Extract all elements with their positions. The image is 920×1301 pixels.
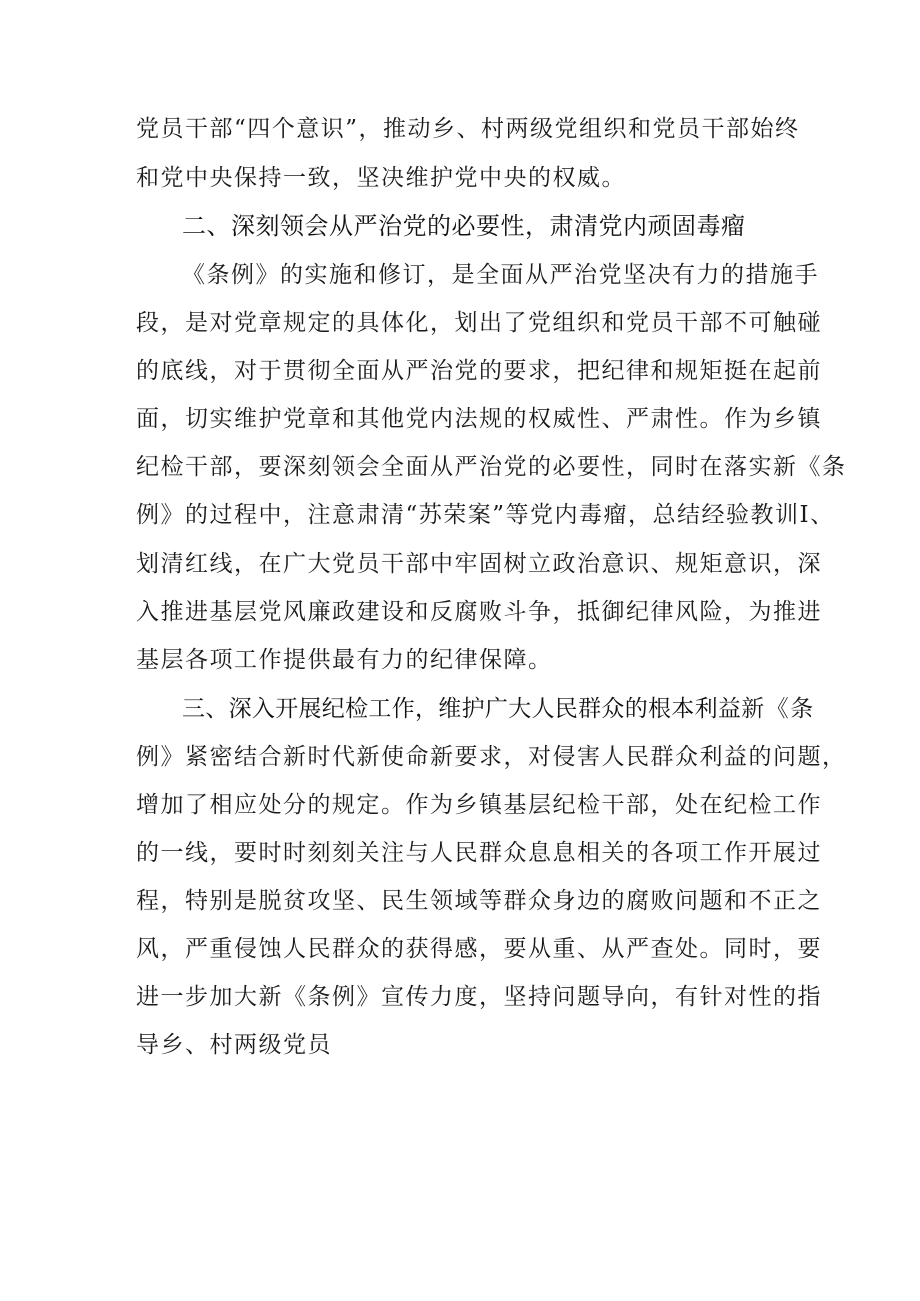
text-line: 的底线，对于贯彻全面从严治党的要求，把纪律和规矩挺在起前 bbox=[136, 358, 822, 384]
text-line: 入推进基层党风廉政建设和反腐败斗争，抵御纪律风险，为推进 bbox=[136, 599, 822, 625]
section-heading-3: 三、深入开展纪检工作，维护广大人民群众的根本利益 bbox=[182, 696, 742, 722]
text-line: 的一线，要时时刻刻关注与人民群众息息相关的各项工作开展过 bbox=[136, 840, 822, 866]
text-line: 纪检干部，要深刻领会全面从严治党的必要性，同时在落实新《条 bbox=[136, 454, 847, 480]
text-line: 面，切实维护党章和其他党内法规的权威性、严肃性。作为乡镇 bbox=[136, 406, 822, 432]
text-line: 《条例》的实施和修订，是全面从严治党坚决有力的措施手 bbox=[182, 262, 819, 288]
text-line: 增加了相应处分的规定。作为乡镇基层纪检干部，处在纪检工作 bbox=[136, 792, 822, 818]
text-line: 例》紧密结合新时代新使命新要求，对侵害人民群众利益的问题， bbox=[136, 744, 847, 770]
text-line: 程，特别是脱贫攻坚、民生领域等群众身边的腐败问题和不正之 bbox=[136, 888, 822, 914]
text-line: 风，严重侵蚀人民群众的获得感，要从重、从严查处。同时，要 bbox=[136, 936, 822, 962]
text-line: 例》的过程中，注意肃清“苏荣案”等党内毒瘤，总结经验教训I、 bbox=[136, 502, 835, 528]
text-run: 新《条 bbox=[741, 696, 815, 722]
text-line: 段，是对党章规定的具体化，划出了党组织和党员干部不可触碰 bbox=[136, 310, 822, 336]
text-line: 基层各项工作提供最有力的纪律保障。 bbox=[136, 647, 553, 673]
text-line: 党员干部“四个意识”，推动乡、村两级党组织和党员干部始终 bbox=[136, 116, 800, 142]
section-heading-2: 二、深刻领会从严治党的必要性，肃清党内顽固毒瘤 bbox=[182, 212, 746, 240]
text-line: 导乡、村两级党员 bbox=[136, 1032, 332, 1058]
text-line: 划清红线，在广大党员干部中牢固树立政治意识、规矩意识，深 bbox=[136, 551, 822, 577]
text-line: 和党中央保持一致，坚决维护党中央的权威。 bbox=[136, 165, 626, 191]
section-heading-3-line bbox=[182, 685, 815, 733]
text-line: 进一步加大新《条例》宣传力度，坚持问题导向，有针对性的指 bbox=[136, 984, 822, 1010]
